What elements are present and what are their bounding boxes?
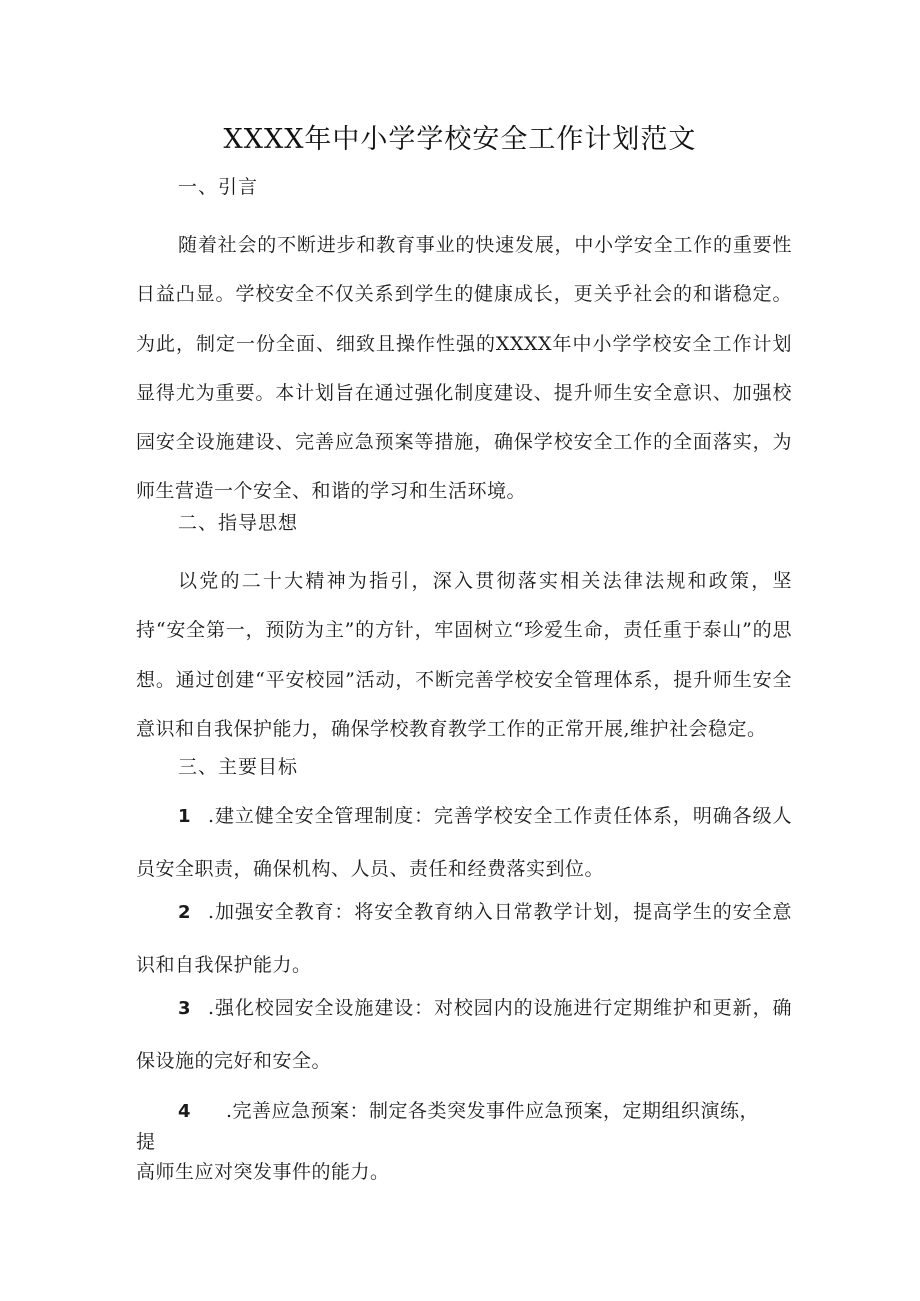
goal-item <box>136 1096 776 1187</box>
goal-item-text: .建立健全安全管理制度：完善学校安全工作责任体系，明确各级人员安全职责，确保机构、人员、责任和经费落实到位。 <box>136 805 792 880</box>
section-heading-intro: 一、引言 <box>178 176 259 198</box>
goal-item <box>136 790 792 895</box>
goal-item-text: .加强安全教育：将安全教育纳入日常教学计划，提高学生的安全意识和自我保护能力。 <box>136 901 792 976</box>
goal-item-number: 4 <box>178 1101 192 1122</box>
goal-item-text: .强化校园安全设施建设：对校园内的设施进行定期维护和更新，确保设施的完好和安全。 <box>136 997 792 1072</box>
section-paragraph-guiding-ideology: 以党的二十大精神为指引，深入贯彻落实相关法律法规和政策，坚持“安全第一，预防为主”的方针，牢固树立“珍爱生命，责任重于泰山”的思想。通过创建“平安校园”活动，不断完善学校安全管理体系，提升师生安全意识和自我保护能力，确保学校教育教学工作的正常开展,维护社会稳定。 <box>136 570 792 740</box>
document-title: XXXX年中小学学校安全工作计划范文 <box>223 124 697 155</box>
goal-item <box>136 982 792 1087</box>
goal-item-text-continued: 高师生应对突发事件的能力。 <box>136 1161 390 1183</box>
goal-item <box>136 886 792 991</box>
section-heading-main-goals: 三、主要目标 <box>178 756 299 778</box>
section-paragraph-intro: 随着社会的不断进步和教育事业的快速发展，中小学安全工作的重要性日益凸显。学校安全不仅关系到学生的健康成长，更关乎社会的和谐稳定。为此，制定一份全面、细致且操作性强的XXXX年中小学学校安全工作计划显得尤为重要。本计划旨在通过强化制度建设、提升师生安全意识、加强校园安全设施建设、完善应急预案等措施，确保学校安全工作的全面落实，为师生营造一个安全、和谐的学习和生活环境。 <box>136 234 792 503</box>
goal-item-number: 1 <box>178 806 192 827</box>
goal-item-number: 2 <box>178 902 192 923</box>
goal-item-number: 3 <box>178 998 192 1019</box>
goal-item-text: .完善应急预案：制定各类突发事件应急预案，定期组织演练，提 <box>136 1100 760 1153</box>
section-heading-guiding-ideology: 二、指导思想 <box>178 512 299 534</box>
